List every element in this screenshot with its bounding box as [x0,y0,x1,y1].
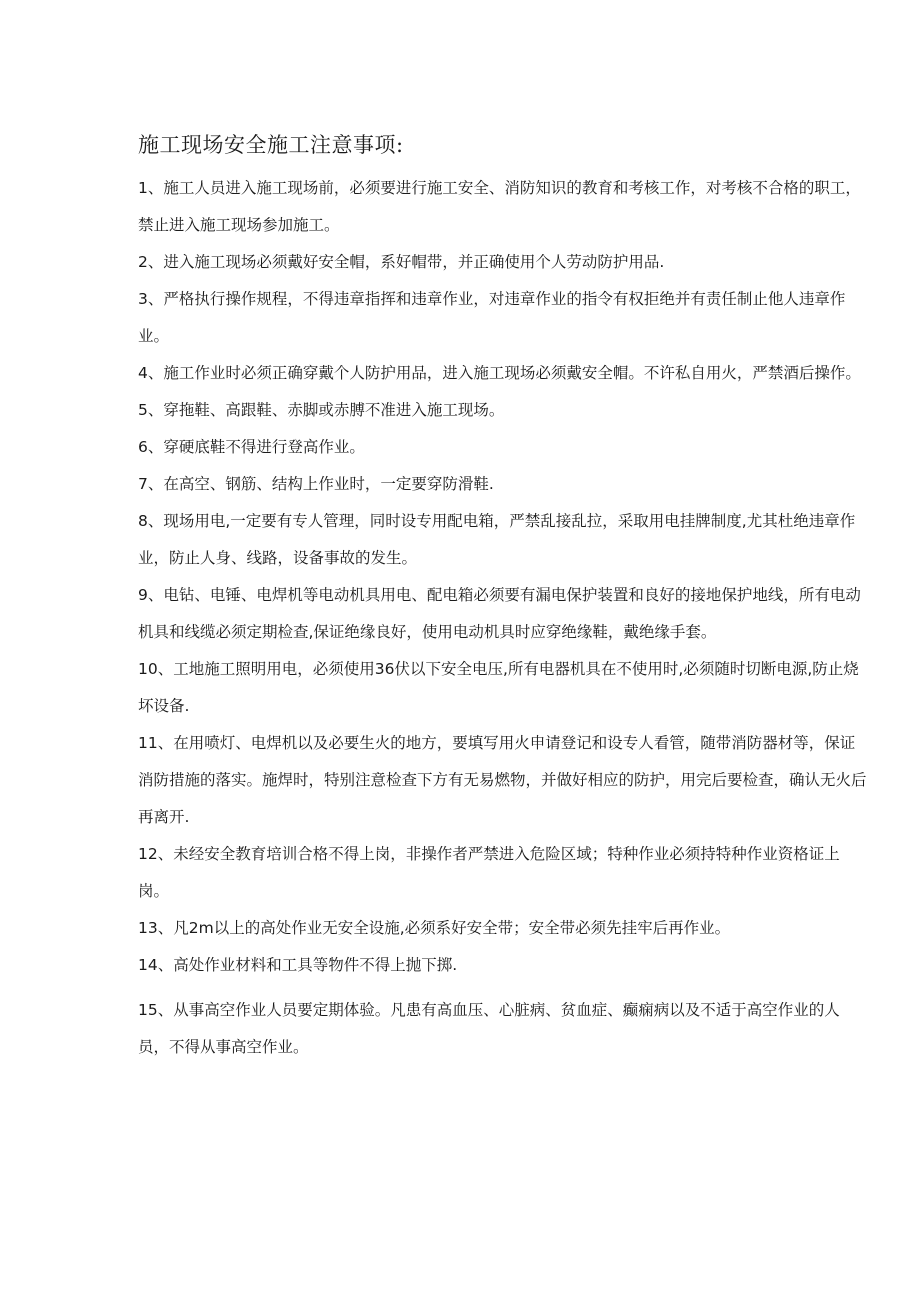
list-item [138,244,868,281]
item-number: 4、 [138,364,164,382]
item-number: 15、 [138,1001,174,1019]
item-number: 6、 [138,438,164,456]
item-text: 在高空、钢筋、结构上作业时，一定要穿防滑鞋. [163,475,494,493]
item-text: 现场用电,一定要有专人管理，同时设专用配电箱，严禁乱接乱拉，采取用电挂牌制度,尤其杜绝违章作业，防止人身、线路，设备事故的发生。 [138,512,856,567]
item-text: 穿拖鞋、高跟鞋、赤脚或赤膊不准进入施工现场。 [163,401,505,419]
list-item [138,947,868,984]
item-text: 在用喷灯、电焊机以及必要生火的地方，要填写用火申请登记和设专人看管，随带消防器材等，保证消防措施的落实。施焊时，特别注意检查下方有无易燃物，并做好相应的防护，用完后要检查，确认无火后再离开. [138,734,867,826]
item-text: 进入施工现场必须戴好安全帽，系好帽带，并正确使用个人劳动防护用品. [163,253,665,271]
item-text: 高处作业材料和工具等物件不得上抛下掷. [173,956,458,974]
item-text: 穿硬底鞋不得进行登高作业。 [163,438,365,456]
item-number: 3、 [138,290,164,308]
list-item [138,725,868,836]
list-item [138,651,868,725]
item-number: 1、 [138,179,164,197]
list-item [138,577,868,651]
list-item [138,503,868,577]
list-item [138,836,868,910]
item-text: 未经安全教育培训合格不得上岗，非操作者严禁进入危险区域；特种作业必须持特种作业资格证上岗。 [138,845,840,900]
item-number: 12、 [138,845,174,863]
list-item [138,281,868,355]
item-number: 10、 [138,660,174,678]
list-item [138,392,868,429]
item-text: 施工人员进入施工现场前，必须要进行施工安全、消防知识的教育和考核工作，对考核不合格的职工，禁止进入施工现场参加施工。 [138,179,861,234]
list-item [138,466,868,503]
item-number: 13、 [138,919,174,937]
list-item [138,355,868,392]
list-item [138,910,868,947]
item-text: 严格执行操作规程，不得违章指挥和违章作业，对违章作业的指令有权拒绝并有责任制止他人违章作业。 [138,290,846,345]
item-number: 2、 [138,253,164,271]
item-text: 工地施工照明用电，必须使用36伏以下安全电压,所有电器机具在不使用时,必须随时切断电源,防止烧坏设备. [138,660,859,715]
list-item [138,429,868,466]
item-number: 9、 [138,586,164,604]
item-number: 7、 [138,475,164,493]
item-number: 8、 [138,512,164,530]
item-text: 电钻、电锤、电焊机等电动机具用电、配电箱必须要有漏电保护装置和良好的接地保护地线，所有电动机具和线缆必须定期检查,保证绝缘良好，使用电动机具时应穿绝缘鞋，戴绝缘手套。 [138,586,861,641]
item-number: 11、 [138,734,174,752]
list-item [138,992,868,1066]
list-item [138,170,868,244]
item-number: 14、 [138,956,174,974]
document-title: 施工现场安全施工注意事项: [138,133,404,157]
item-text: 凡2m以上的高处作业无安全设施,必须系好安全带；安全带必须先挂牢后再作业。 [173,919,731,937]
item-number: 5、 [138,401,164,419]
item-text: 从事高空作业人员要定期体验。凡患有高血压、心脏病、贫血症、癫痫病以及不适于高空作业的人员，不得从事高空作业。 [138,1001,840,1056]
item-text: 施工作业时必须正确穿戴个人防护用品，进入施工现场必须戴安全帽。不许私自用火，严禁酒后操作。 [163,364,861,382]
safety-items-list [138,170,868,1066]
